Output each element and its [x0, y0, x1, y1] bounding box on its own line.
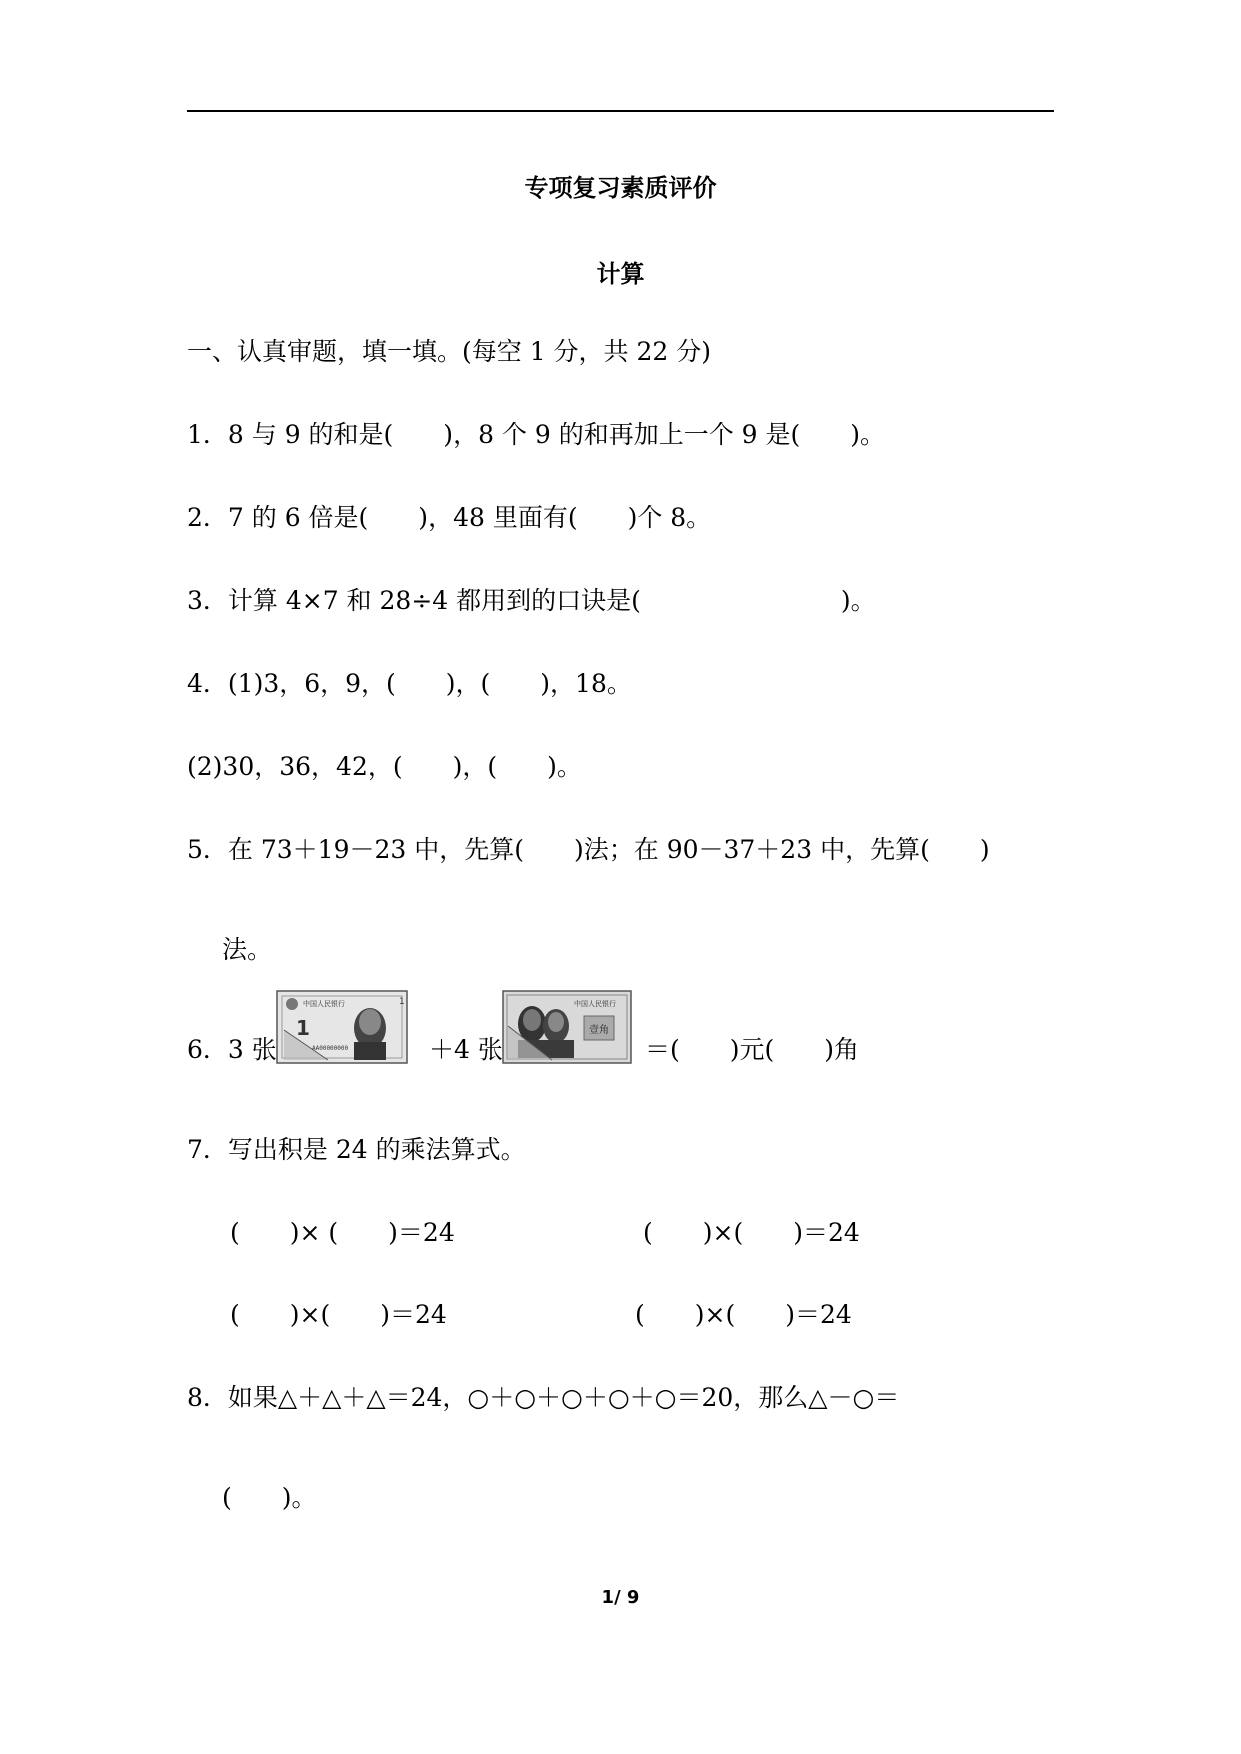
question-8-line-2: ( )。 [222, 1483, 317, 1512]
question-4-part-1: 4．(1)3，6，9，( )，( )，18。 [187, 669, 632, 698]
question-1: 1．8 与 9 的和是( )，8 个 9 的和再加上一个 9 是( )。 [187, 420, 886, 449]
document-subtitle: 计算 [596, 260, 645, 288]
document-title: 专项复习素质评价 [524, 174, 717, 202]
question-7-row2-left: ( )×( )＝24 [230, 1300, 447, 1329]
question-4-part-2: (2)30，36，42，( )，( )。 [187, 752, 582, 781]
question-5-line-1: 5．在 73＋19－23 中，先算( )法；在 90－37＋23 中，先算( ) [187, 835, 990, 864]
question-3: 3．计算 4×7 和 28÷4 都用到的口诀是( )。 [187, 586, 876, 615]
one-yuan-banknote-image [276, 990, 408, 1064]
question-6-suffix: ＝( )元( )角 [645, 1035, 860, 1064]
one-yuan-denomination: 1 [296, 1016, 310, 1040]
question-6-prefix: 6．3 张 [187, 1035, 277, 1064]
one-jiao-denomination: 壹角 [589, 1025, 609, 1036]
question-2: 2．7 的 6 倍是( )，48 里面有( )个 8。 [187, 503, 712, 532]
question-7-row1-left: ( )× ( )＝24 [230, 1218, 455, 1247]
one-yuan-bank-text: 中国人民银行 [303, 1000, 345, 1008]
question-5-line-2: 法。 [222, 935, 273, 964]
question-6-mid: ＋4 张 [429, 1035, 503, 1064]
question-7: 7．写出积是 24 的乘法算式。 [187, 1135, 526, 1164]
one-jiao-bank-text: 中国人民银行 [574, 1000, 616, 1008]
section-heading: 一、认真审题，填一填。(每空 1 分，共 22 分) [187, 337, 712, 366]
question-7-row2-right: ( )×( )＝24 [635, 1300, 852, 1329]
question-8-line-1: 8．如果△＋△＋△＝24，○＋○＋○＋○＋○＝20，那么△－○＝ [187, 1383, 900, 1412]
one-jiao-banknote-image [502, 990, 632, 1064]
question-7-row1-right: ( )×( )＝24 [643, 1218, 860, 1247]
header-rule [187, 110, 1054, 112]
page-number: 1/ 9 [601, 1587, 640, 1608]
svg-text:1: 1 [399, 997, 405, 1007]
one-yuan-serial: AA00000000 [312, 1045, 349, 1052]
